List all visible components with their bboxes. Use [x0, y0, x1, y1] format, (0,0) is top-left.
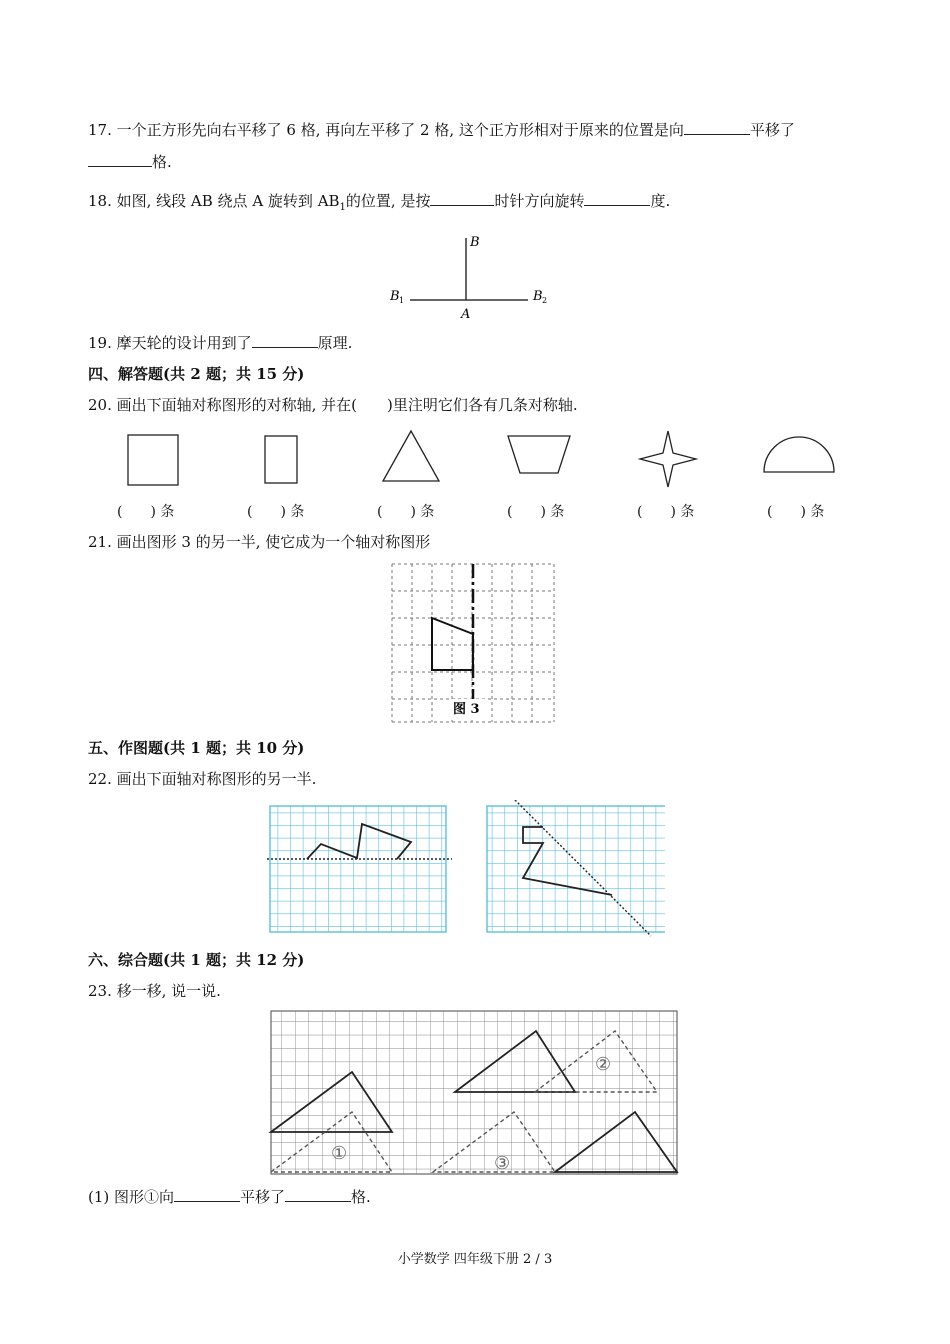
q18-rotation-figure	[380, 228, 560, 324]
q17-line2	[88, 152, 172, 172]
square-shape	[128, 435, 178, 485]
semicircle-shape	[764, 437, 834, 472]
q20-shapes	[100, 425, 860, 490]
q22-figures[interactable]	[265, 800, 665, 940]
q20-answer-rectangle[interactable]: ( ) 条	[247, 504, 305, 520]
q20-line: 20. 画出下面轴对称图形的对称轴, 并在( )里注明它们各有几条对称轴.	[88, 396, 578, 414]
figure-3-grid[interactable]	[391, 563, 557, 725]
q20-answer-star[interactable]: ( ) 条	[637, 504, 695, 520]
q18-blank-direction[interactable]	[430, 191, 494, 206]
q18-blank-degree[interactable]	[584, 191, 650, 206]
q22-left-grid	[267, 806, 452, 932]
q20-answer-triangle[interactable]: ( ) 条	[377, 504, 435, 520]
q23-1-text3: 格.	[351, 1188, 371, 1206]
trapezoid-shape	[508, 436, 570, 473]
q23-1-text2: 平移了	[240, 1188, 286, 1206]
q17-text3: 格.	[152, 153, 172, 171]
q20-answer-trapezoid[interactable]: ( ) 条	[507, 504, 565, 520]
triangle-shape	[383, 431, 439, 481]
section-6-heading: 六、综合题(共 1 题；共 12 分)	[88, 951, 305, 969]
q19-text2: 原理.	[317, 334, 353, 352]
q17-text2: 平移了	[749, 121, 795, 139]
q18-label-b1: B	[390, 289, 400, 304]
q23-1-blank-direction[interactable]	[174, 1187, 240, 1202]
q18-label-a: A	[461, 307, 471, 322]
q23-mark-3: ③	[494, 1153, 511, 1174]
section-4-heading: 四、解答题(共 2 题；共 15 分)	[88, 365, 305, 383]
q19-blank[interactable]	[252, 333, 318, 348]
q22-right-grid	[487, 800, 665, 936]
q23-1-line	[88, 1187, 371, 1207]
q23-translation-grid[interactable]	[268, 1008, 682, 1178]
q23-mark-1: ①	[331, 1143, 348, 1164]
q18-label-b2-sub: 2	[542, 296, 548, 305]
section-5-heading: 五、作图题(共 1 题；共 10 分)	[88, 739, 305, 757]
q23-mark-2: ②	[595, 1054, 612, 1075]
q17-blank-direction[interactable]	[684, 120, 750, 135]
q18-text3: 时针方向旋转	[494, 192, 585, 210]
q18-text2: 的位置, 是按	[345, 192, 431, 210]
q22-line: 22. 画出下面轴对称图形的另一半.	[88, 770, 317, 788]
q18-label-b1-sub: 1	[399, 296, 405, 305]
q17-line1	[88, 120, 795, 140]
q21-line: 21. 画出图形 3 的另一半, 使它成为一个轴对称图形	[88, 533, 431, 551]
q18-line	[88, 191, 670, 218]
figure-3-label: 图 3	[453, 702, 480, 717]
q19-text: 19. 摩天轮的设计用到了	[88, 334, 252, 352]
q23-1-blank-distance[interactable]	[285, 1187, 351, 1202]
q17-text: 17. 一个正方形先向右平移了 6 格, 再向左平移了 2 格, 这个正方形相对于原来的位置是向	[88, 121, 684, 139]
q18-label-b2: B	[533, 289, 543, 304]
four-point-star-shape	[640, 431, 696, 487]
q18-text: 18. 如图, 线段 AB 绕点 A 旋转到 AB	[88, 192, 340, 210]
q20-answer-square[interactable]: ( ) 条	[117, 504, 175, 520]
rectangle-shape	[265, 436, 297, 483]
q23-1-text: (1) 图形①向	[88, 1188, 175, 1206]
q17-blank-distance[interactable]	[88, 152, 152, 167]
page-footer: 小学数学 四年级下册 2 / 3	[397, 1252, 553, 1267]
q18-label-b: B	[470, 235, 480, 250]
q20-answer-semicircle[interactable]: ( ) 条	[767, 504, 825, 520]
q23-line: 23. 移一移, 说一说.	[88, 982, 221, 1000]
q18-text4: 度.	[650, 192, 671, 210]
q19-line	[88, 333, 352, 353]
q18-sub: 1	[339, 202, 346, 213]
